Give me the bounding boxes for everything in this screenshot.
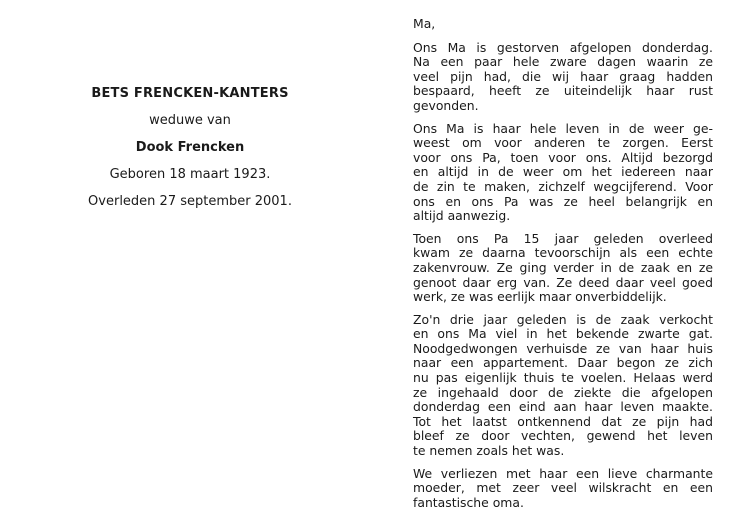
letter-line: de zin te maken, zichzelf wegcijferend. Voor [413,178,713,194]
letter-paragraph [413,467,713,511]
widow-of-label: weduwe van [149,113,231,128]
letter-paragraph [413,122,713,224]
letter-line: donderdag een eind aan haar leven maakte. [413,399,713,415]
letter-line: We verliezen met haar een lieve charmante [413,465,713,481]
letter-line: bespaard, heeft ze uiteindelijk haar rust [413,83,713,99]
memorial-letter [413,17,713,518]
memorial-card-details [70,82,310,209]
letter-line: en altijd in de weer om het iedereen naar [413,164,713,180]
letter-body [413,41,713,511]
letter-line: bleef ze door vechten, gewend het leven [413,428,713,444]
letter-line: altijd aanwezig. [413,208,511,224]
letter-line: te nemen zoals het was. [413,443,565,459]
letter-line: weest om voor anderen te zorgen. Eerst [413,135,713,151]
letter-greeting: Ma, [413,16,436,31]
letter-line: zakenvrouw. Ze ging verder in de zaak en ze [413,259,713,275]
letter-line: Tot het laatst ontkennend dat ze pijn had [413,413,713,429]
deceased-name: BETS FRENCKEN-KANTERS [91,86,289,101]
letter-line: genoot daar erg van. Ze deed daar veel goed [413,274,713,290]
letter-line: moeder, met zeer veel wilskracht en een [413,480,713,496]
letter-line: fantastische oma. [413,494,524,510]
letter-line: naar een appartement. Daar begon ze zich [413,355,713,371]
birth-date: Geboren 18 maart 1923. [109,167,271,182]
letter-line: veel pijn had, die wij haar graag hadden [413,68,713,84]
letter-line: werk, ze was eerlijk maar onverbiddelijk. [413,289,667,305]
letter-line: Toen ons Pa 15 jaar geleden overleed [413,230,713,246]
letter-paragraph [413,232,713,305]
letter-line: en ons Ma viel in het bekende zwarte gat. [413,326,713,342]
letter-line: Ons Ma is haar hele leven in de weer ge- [413,120,713,136]
letter-line: nu pas eigenlijk thuis te voelen. Helaas werd [413,370,713,386]
letter-paragraph [413,41,713,114]
letter-line: gevonden. [413,97,479,113]
letter-line: Ons Ma is gestorven afgelopen donderdag. [413,39,713,55]
letter-line: Na een paar hele zware dagen waarin ze [413,54,713,70]
letter-line: ze ingehaald door de ziekte die afgelopen [413,384,713,400]
letter-line: kwam ze daarna tevoorschijn als een echte [413,245,713,261]
letter-line: voor ons Pa, toen voor ons. Altijd bezorgd [413,149,713,165]
death-date: Overleden 27 september 2001. [88,194,292,209]
letter-line: Noodgedwongen verhuisde ze van haar huis [413,340,713,356]
spouse-name: Dook Frencken [135,140,245,155]
letter-line: Zo'n drie jaar geleden is de zaak verkocht [413,311,713,327]
letter-line: ons en ons Pa was ze heel belangrijk en [413,193,713,209]
letter-paragraph [413,313,713,459]
